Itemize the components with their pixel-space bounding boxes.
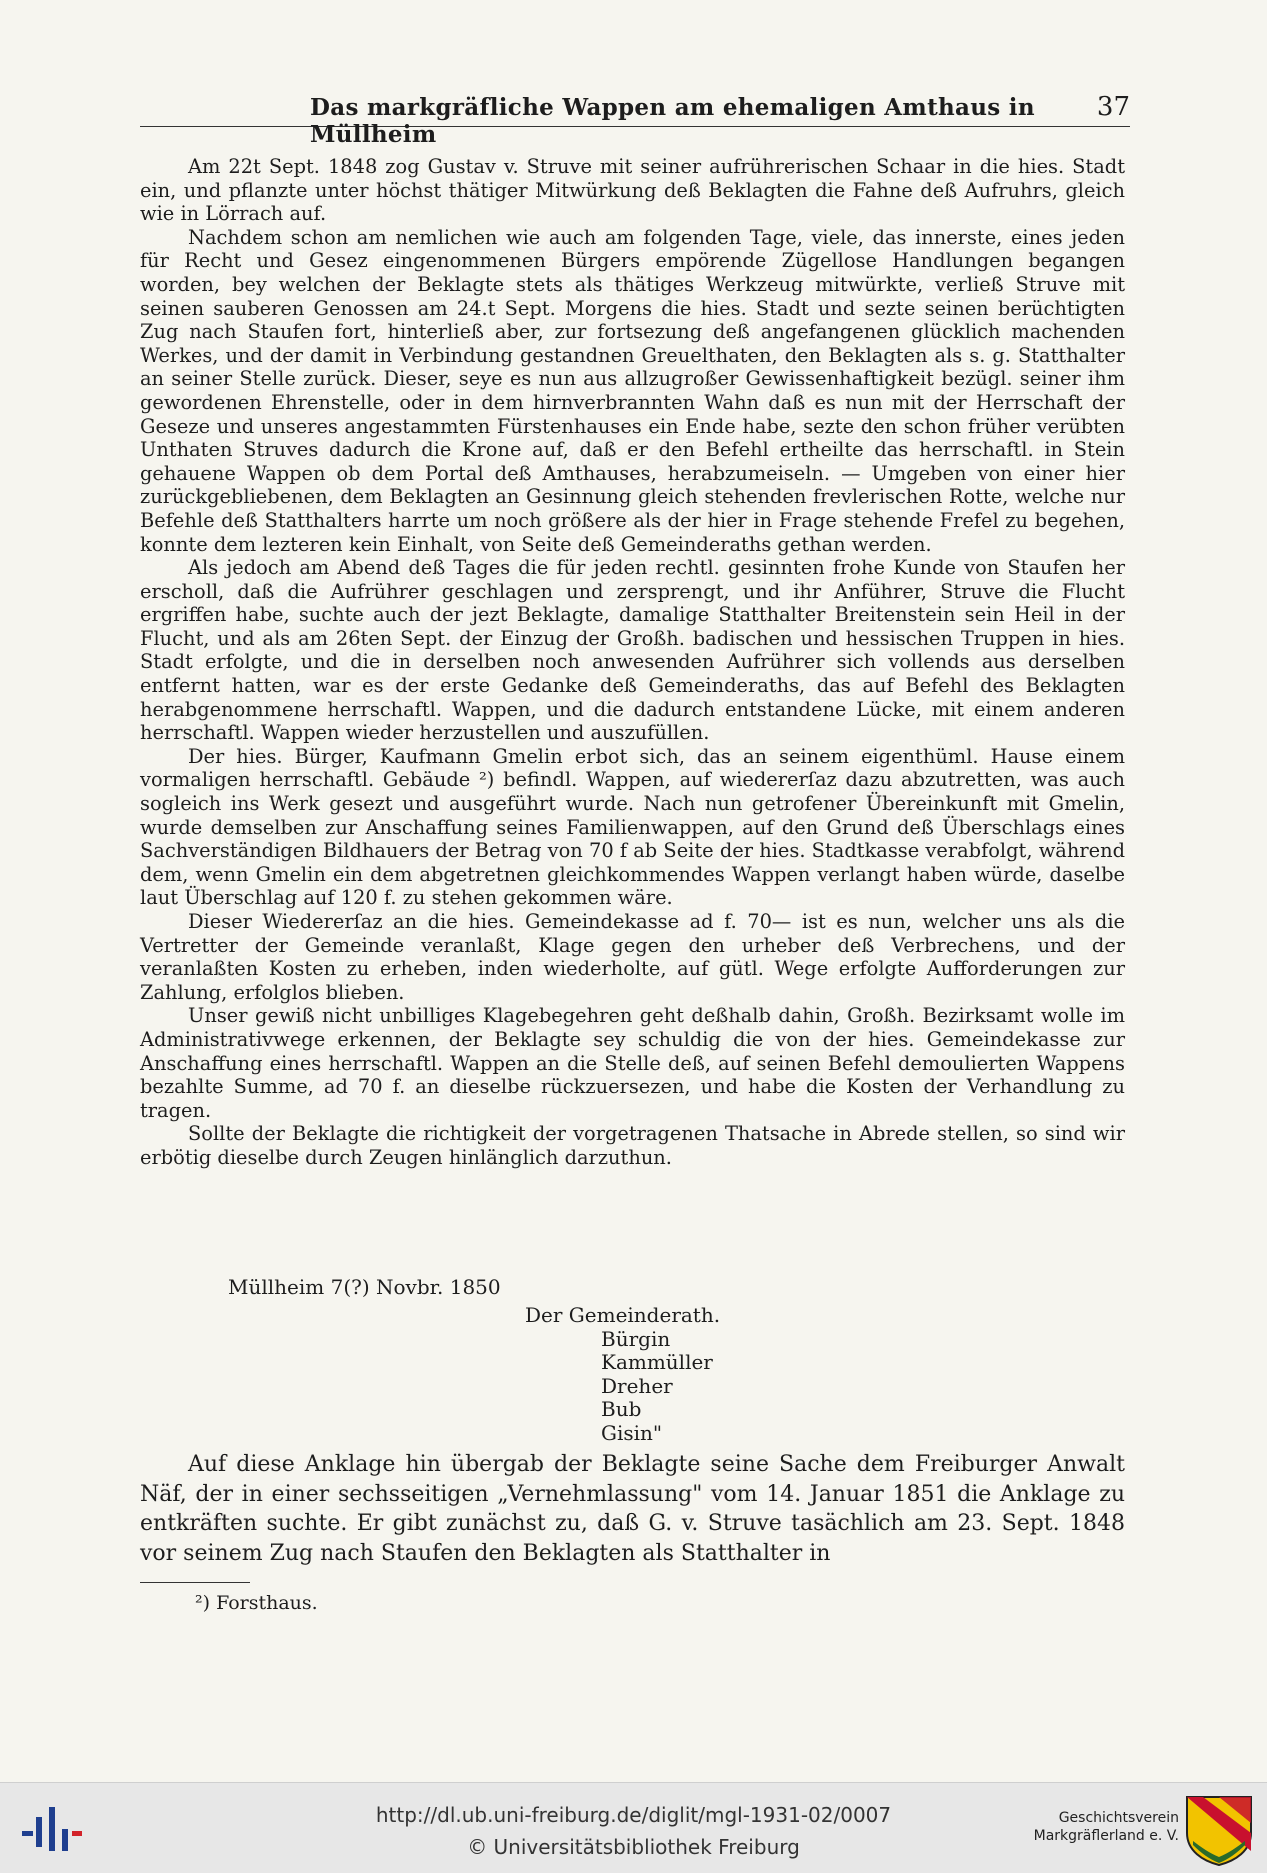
signer-name: Gisin" xyxy=(601,1420,663,1445)
paragraph: Dieser Wiedererſaz an die hies. Gemeindekasse ad f. 70— ist es nun, welcher uns als die Vertretter der Gemeinde veranlaßt, Klage gegen den urheber deß Verbrechens, und der veranlaßten Kosten zu erheben, inden wiederholte, auf gütl. Wege erfolgte Aufforderungen zur Zahlung, erfolglos blieben. xyxy=(140,910,1125,1004)
signature-block xyxy=(525,1304,720,1446)
commentary-text xyxy=(140,1450,1125,1568)
paragraph: Auf diese Anklage hin übergab der Beklagte seine Sache dem Freiburger Anwalt Näf, der in einer sechsseitigen „Vernehmlassung" vom 14. Januar 1851 die Anklage zu entkräften suchte. Er gibt zunächst zu, daß G. v. Struve tasächlich am 23. Sept. 1848 vor seinem Zug nach Staufen den Beklagten als Statthalter in xyxy=(140,1452,1125,1566)
paragraph: Unser gewiß nicht unbilliges Klagebegehren geht deßhalb dahin, Großh. Bezirksamt wolle im Administrativwege erkennen, der Beklagte sey schuldig die von der hies. Gemeindekasse zur Anschaffung eines herrschaftl. Wappen an die Stelle deß, auf seinen Befehl demoulierten Wappens bezahlte Summe, ad 70 f. an dieselbe rückzuersezen, und habe die Kosten der Verhandlung zu tragen. xyxy=(140,1004,1125,1122)
footnote: ²) Forsthaus. xyxy=(195,1592,318,1614)
copyright-text: © Universitätsbibliothek Freiburg xyxy=(467,1835,800,1859)
running-title: Das markgräfliche Wappen am ehemaligen Amthaus in Müllheim xyxy=(310,94,1035,148)
signer-name: Dreher xyxy=(601,1373,673,1398)
permalink-url[interactable]: http://dl.ub.uni-freiburg.de/diglit/mgl-1931-02/0007 xyxy=(375,1803,892,1827)
society-line: Geschichtsverein xyxy=(1058,1810,1179,1826)
paragraph: Sollte der Beklagte die richtigkeit der vorgetragenen Thatsache in Abrede stellen, so sind wir erbötig dieselbe durch Zeugen hinlänglich darzuthun. xyxy=(140,1122,1125,1169)
signer-name: Bub xyxy=(601,1397,642,1422)
paragraph: Als jedoch am Abend deß Tages die für jeden rechtl. gesinnten frohe Kunde von Staufen her erscholl, daß die Aufrührer geschlagen und zersprengt, und ihr Anführer, Struve die Flucht ergriffen habe, suchte auch der jezt Beklagte, damalige Statthalter Breitenstein sein Heil in der Flucht, und als am 26ten Sept. der Einzug der Großh. badischen und hessischen Truppen in hies. Stadt erfolgte, und die in derselben noch anwesenden Aufrührer sich vollends aus derselben entfernt hatten, war es der erste Gedanke deß Gemeinderaths, das auf Befehl des Beklagten herabgenommene herrschaftl. Wappen, und die dadurch entstandene Lücke, mit einem anderen herrschaftl. Wappen wieder herzustellen und auszufüllen. xyxy=(140,556,1125,745)
coat-of-arms-icon xyxy=(1183,1793,1255,1867)
page-number: 37 xyxy=(1096,92,1130,122)
letter-body xyxy=(140,155,1125,1170)
signer-name: Bürgin xyxy=(601,1326,671,1351)
place-date: Müllheim 7(?) Novbr. 1850 xyxy=(228,1275,501,1299)
signers-title: Der Gemeinderath. xyxy=(525,1303,721,1327)
society-line: Markgräflerland e. V. xyxy=(1033,1828,1179,1844)
paragraph: Nachdem schon am nemlichen wie auch am folgenden Tage, viele, das innerste, eines jeden für Recht und Gesez eingenommenen Bürgers empörende Zügellose Handlungen begangen worden, bey welchen der Beklagte stets als thätiges Werkzeug mitwürkte, verließ Struve mit seinen sauberen Genossen am 24.t Sept. Morgens die hies. Stadt und sezte seinen berüchtigten Zug nach Staufen fort, hinterließ aber, zur fortsezung deß angefangenen glücklich machenden Werkes, und der damit in Verbindung gestandnen Greuelthaten, den Beklagten als s. g. Statthalter an seiner Stelle zurück. Dieser, seye es nun aus allzugroßer Gewissenhaftigkeit bezügl. seiner ihm gewordenen Ehrenstelle, oder in dem hirnverbrannten Wahn daß es nun mit der Herrschaft der Geseze und unseres angestammten Fürstenhauses ein Ende habe, sezte den schon früher verübten Unthaten Struves dadurch die Krone auf, daß er den Befehl ertheilte das herrschaftl. in Stein gehauene Wappen ob dem Portal deß Amthauses, herabzumeiseln. — Umgeben von einer hier zurückgebliebenen, dem Beklagten an Gesinnung gleich stehenden frevlerischen Rotte, welche nur Befehle deß Statthalters harrte um noch größere als der hier in Frage stehende Frefel zu begehen, konnte dem lezteren kein Einhalt, von Seite deß Gemeinderaths gethan werden. xyxy=(140,225,1125,556)
footnote-rule xyxy=(140,1582,250,1583)
running-head xyxy=(140,92,1130,148)
signer-name: Kammüller xyxy=(601,1350,713,1375)
paragraph: Am 22t Sept. 1848 zog Gustav v. Struve mit seiner aufrührerischen Schaar in die hies. Stadt ein, und pflanzte unter höchst thätiger Mitwürkung deß Beklagten die Fahne deß Aufruhrs, gleich wie in Lörrach auf. xyxy=(140,155,1125,226)
viewer-footer xyxy=(0,1782,1267,1873)
paragraph: Der hies. Bürger, Kaufmann Gmelin erbot sich, das an seinem eigenthüml. Hause einem vormaligen herrschaftl. Gebäude ²) befindl. Wappen, auf wiedererſaz dazu abzutretten, was auch sogleich ins Werk gesezt und ausgeführt wurde. Nach nun getrofener Übereinkunft mit Gmelin, wurde demselben zur Anschaffung seines Familienwappen, auf den Grund deß Überschlags eines Sachverständigen Bildhauers der Betrag von 70 f ab Seite der hies. Stadtkasse verabfolgt, während dem, wenn Gmelin ein dem abgetretnen gleichkommendes Wappen verlangt haben würde, daselbe laut Überschlag auf 120 f. zu stehen gekommen wäre. xyxy=(140,744,1125,910)
society-name xyxy=(1034,1809,1179,1845)
